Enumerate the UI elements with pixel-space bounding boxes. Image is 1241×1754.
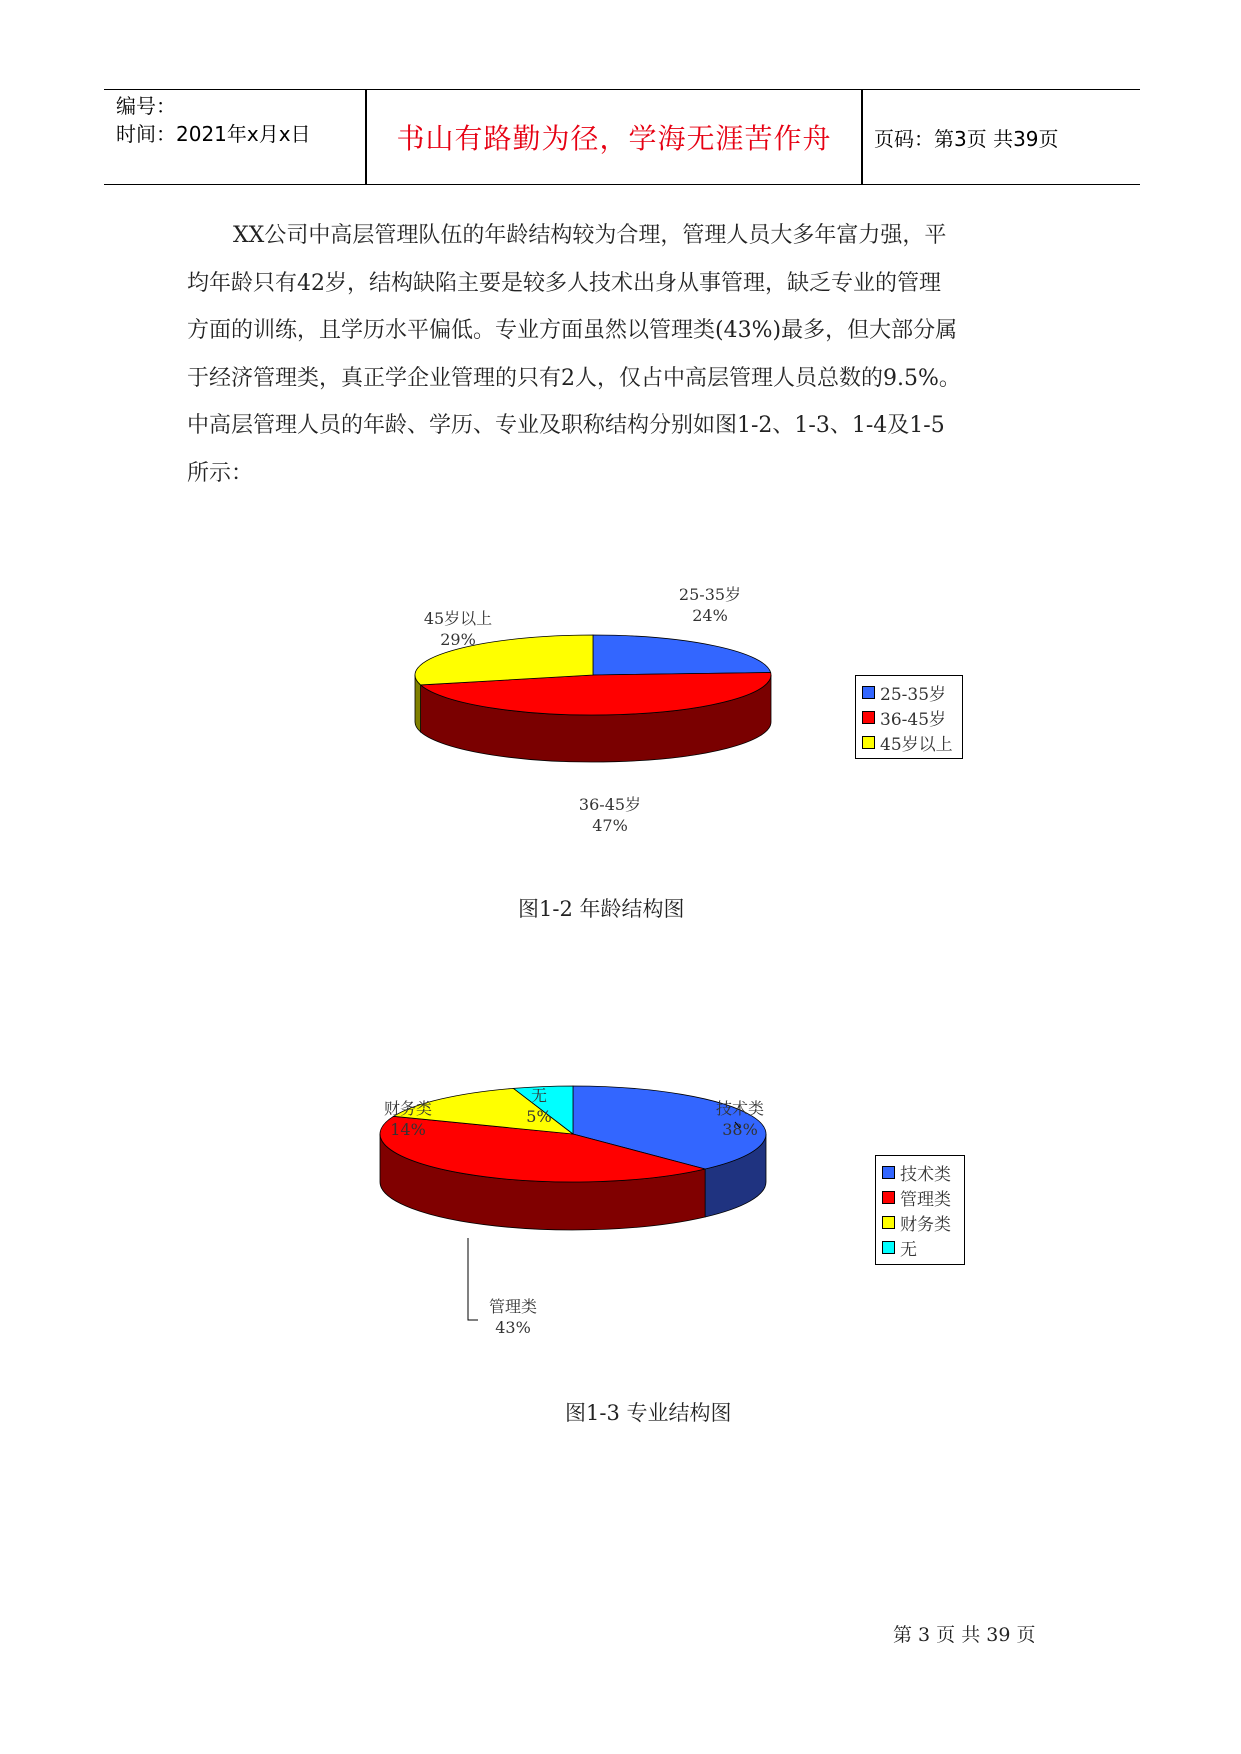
number-label: 编号： <box>116 94 176 118</box>
header-page-number: 页码：第3页 共39页 <box>874 126 1059 151</box>
legend-label: 36-45岁 <box>880 710 947 730</box>
age-chart-caption: 图1-2 年龄结构图 <box>518 897 685 921</box>
specialty-pie-svg <box>360 1080 800 1360</box>
paragraph-line: 所示： <box>187 460 254 486</box>
legend-swatch-yellow <box>862 736 875 749</box>
slice-percent-label: 47% <box>592 816 628 835</box>
legend-item <box>882 1235 958 1260</box>
pie-slice <box>593 635 771 675</box>
legend-label: 管理类 <box>900 1190 951 1210</box>
slice-category-label: 管理类 <box>488 1297 538 1316</box>
header-info <box>116 92 366 148</box>
legend-swatch-blue <box>882 1166 895 1179</box>
legend-swatch-yellow <box>882 1216 895 1229</box>
age-pie-svg <box>380 580 820 850</box>
slice-category-label: 25-35岁 <box>678 585 742 604</box>
specialty-chart-caption: 图1-3 专业结构图 <box>565 1401 732 1425</box>
slice-category-label: 36-45岁 <box>578 795 642 814</box>
paragraph-line: XX公司中高层管理队伍的年龄结构较为合理，管理人员大多年富力强，平 <box>233 223 947 248</box>
slice-category-label: 财务类 <box>383 1099 433 1118</box>
header-divider <box>365 90 367 184</box>
slice-category-label: 技术类 <box>715 1099 765 1118</box>
legend-label: 无 <box>900 1240 917 1260</box>
slice-category-label: 45岁以上 <box>423 609 493 628</box>
age-chart-legend <box>855 675 963 759</box>
legend-item <box>882 1185 958 1210</box>
legend-swatch-cyan <box>882 1241 895 1254</box>
slice-percent-label: 43% <box>495 1318 531 1337</box>
paragraph-line: 方面的训练，且学历水平偏低。专业方面虽然以管理类(43%)最多，但大部分属 <box>187 318 958 343</box>
page-header <box>104 89 1140 185</box>
legend-item <box>862 730 956 755</box>
leader-line <box>468 1238 478 1320</box>
legend-label: 45岁以上 <box>880 735 953 755</box>
slice-percent-label: 14% <box>390 1120 426 1139</box>
legend-item <box>862 705 956 730</box>
specialty-chart-legend <box>875 1155 965 1265</box>
paragraph-line: 于经济管理类，真正学企业管理的只有2人，仅占中高层管理人员总数的9.5%。 <box>187 365 961 391</box>
header-motto: 书山有路勤为径，学海无涯苦作舟 <box>396 122 832 155</box>
slice-percent-label: 38% <box>722 1120 758 1139</box>
legend-swatch-red <box>882 1191 895 1204</box>
legend-swatch-blue <box>862 686 875 699</box>
paragraph-line: 中高层管理人员的年龄、学历、专业及职称结构分别如图1-2、1-3、1-4及1-5 <box>187 413 945 438</box>
legend-swatch-red <box>862 711 875 724</box>
slice-percent-label: 29% <box>440 630 476 649</box>
slice-category-label: 无 <box>530 1086 548 1105</box>
legend-label: 25-35岁 <box>880 685 947 705</box>
time-label: 时间：2021年x月x日 <box>116 122 311 146</box>
legend-item <box>882 1210 958 1235</box>
slice-percent-label: 5% <box>526 1107 552 1126</box>
specialty-structure-chart <box>360 1080 800 1360</box>
age-structure-chart <box>380 580 820 850</box>
footer-page-number: 第 3 页 共 39 页 <box>893 1624 1036 1646</box>
legend-item <box>882 1160 958 1185</box>
slice-percent-label: 24% <box>692 606 728 625</box>
legend-label: 财务类 <box>900 1215 951 1235</box>
legend-item <box>862 680 956 705</box>
paragraph-line: 均年龄只有42岁，结构缺陷主要是较多人技术出身从事管理，缺乏专业的管理 <box>187 270 941 296</box>
body-paragraph <box>187 212 1067 497</box>
legend-label: 技术类 <box>900 1165 951 1185</box>
